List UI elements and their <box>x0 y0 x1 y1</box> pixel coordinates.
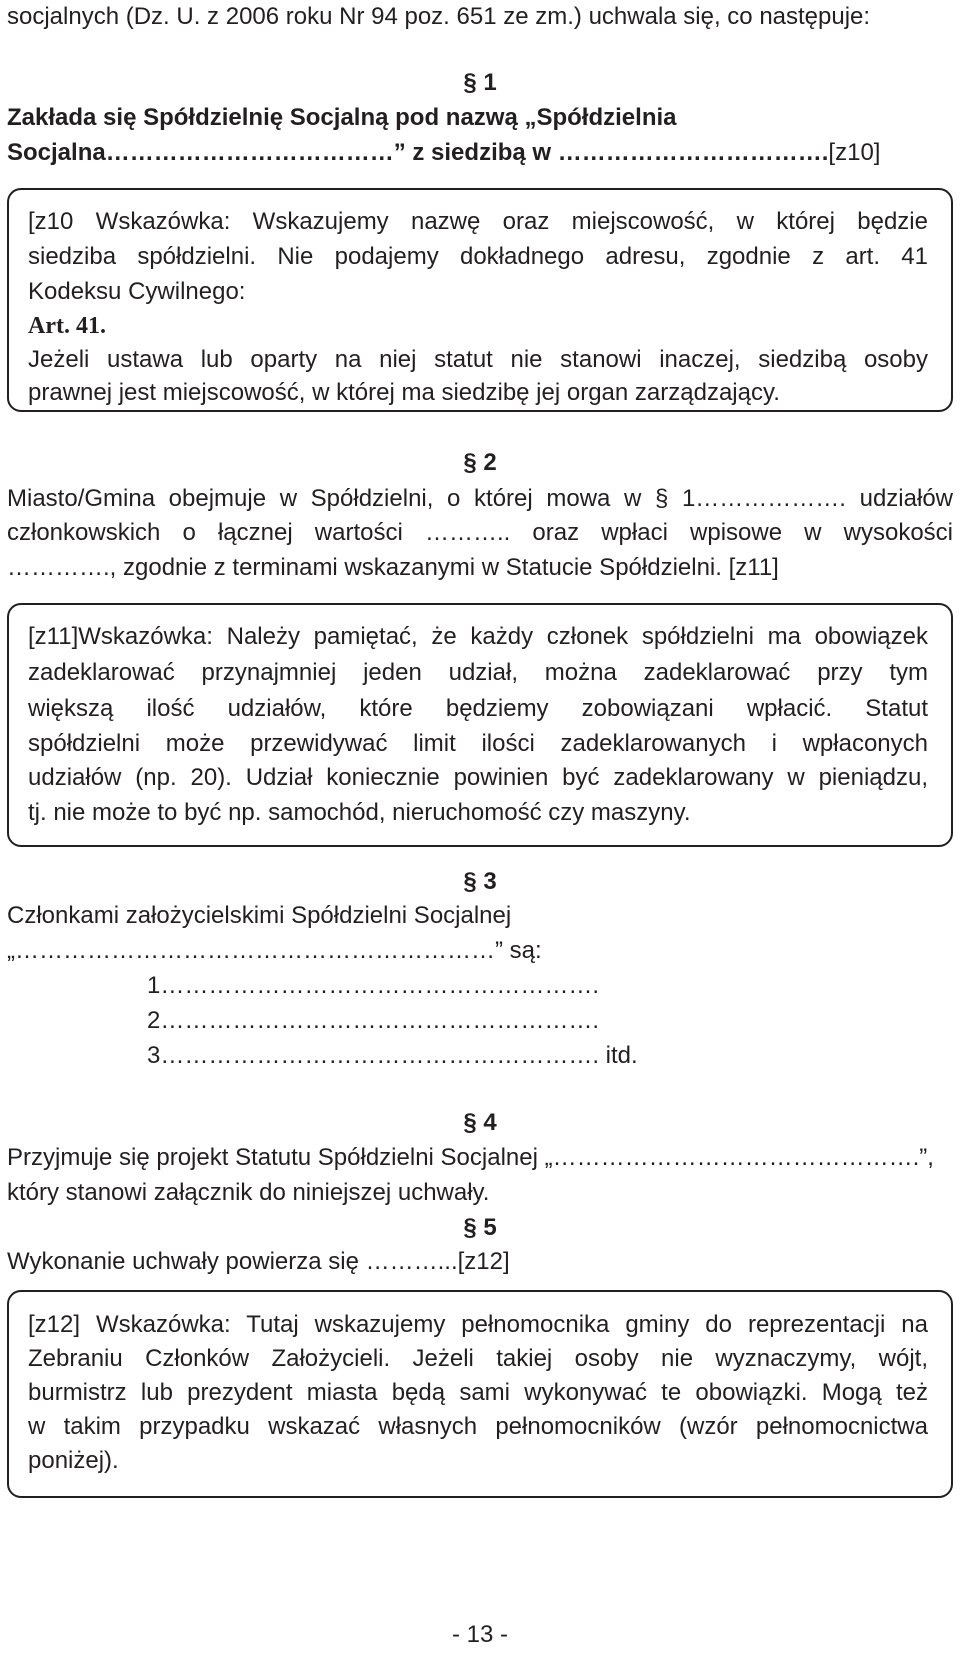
founder-list-item: 3………………………………………………. itd. <box>147 1042 638 1069</box>
hint-line: siedziba spółdzielni. Nie podajemy dokładnego adresu, zgodnie z art. 41 <box>28 243 928 270</box>
founder-list-item: 1………………………………………………. <box>147 972 600 999</box>
intro-text: socjalnych (Dz. U. z 2006 roku Nr 94 poz. 651 ze zm.) uchwala się, co następuje: <box>7 3 871 30</box>
section-1-line <box>7 138 880 168</box>
hint-line: zadeklarować przynajmniej jeden udział, można zadeklarować przy tym <box>28 659 928 686</box>
hint-box-z10 <box>7 188 953 412</box>
hint-line: spółdzielni może przewidywać limit ilości zadeklarowanych i wpłaconych <box>28 730 928 757</box>
hint-line: [z11]Wskazówka: Należy pamiętać, że każdy członek spółdzielni ma obowiązek <box>28 623 928 650</box>
founder-list-item: 2………………………………………………. <box>147 1007 600 1034</box>
section-1-line: Zakłada się Spółdzielnię Socjalną pod nazwą „Spółdzielnia <box>7 104 677 131</box>
hint-line: burmistrz lub prezydent miasta będą sami wykonywać te obowiązki. Mogą też <box>28 1379 928 1406</box>
hint-line: udziałów (np. 20). Udział koniecznie powinien być zadeklarowany w pieniądzu, <box>28 764 928 791</box>
section-1-text: Socjalna………………………………” z siedzibą w ……………………………. <box>7 139 829 166</box>
section-5-heading: § 5 <box>463 1214 497 1241</box>
hint-line: w takim przypadku wskazać własnych pełnomocników (wzór pełnomocnictwa <box>28 1413 928 1440</box>
hint-box-z11 <box>7 603 953 847</box>
hint-box-z12 <box>7 1290 953 1498</box>
section-2-line: …………., zgodnie z terminami wskazanymi w Statucie Spółdzielni. [z11] <box>7 554 779 581</box>
hint-line: Zebraniu Członków Założycieli. Jeżeli takiej osoby nie wyznaczymy, wójt, <box>28 1345 928 1372</box>
hint-line: Kodeksu Cywilnego: <box>28 278 246 305</box>
hint-line: [z12] Wskazówka: Tutaj wskazujemy pełnomocnika gminy do reprezentacji na <box>28 1311 928 1338</box>
section-1-heading: § 1 <box>463 69 497 96</box>
section-4-heading: § 4 <box>463 1109 497 1136</box>
hint-line: większą ilość udziałów, które będziemy zobowiązani wpłacić. Statut <box>28 695 928 722</box>
section-2-heading: § 2 <box>463 449 497 476</box>
section-4-line: który stanowi załącznik do niniejszej uchwały. <box>7 1179 490 1206</box>
section-3-line: Członkami założycielskimi Spółdzielni Socjalnej <box>7 902 512 929</box>
section-3-line: „……………………………………………………” są: <box>7 937 542 964</box>
page-number: - 13 - <box>451 1621 508 1648</box>
section-3-heading: § 3 <box>463 868 497 895</box>
hint-line: poniżej). <box>28 1447 119 1474</box>
hint-line: Jeżeli ustawa lub oparty na niej statut nie stanowi inaczej, siedzibą osoby <box>28 346 928 373</box>
hint-line: [z10 Wskazówka: Wskazujemy nazwę oraz miejscowość, w której będzie <box>28 208 928 235</box>
section-2-line: członkowskich o łącznej wartości ……….. oraz wpłaci wpisowe w wysokości <box>7 519 953 546</box>
section-4-line: Przyjmuje się projekt Statutu Spółdzielni Socjalnej „……………………………………….”, <box>7 1144 934 1171</box>
hint-line: prawnej jest miejscowość, w której ma siedzibę jej organ zarządzający. <box>28 379 780 406</box>
section-5-line: Wykonanie uchwały powierza się ………...[z12] <box>7 1248 510 1275</box>
footnote-ref-z10[interactable]: [z10] <box>828 139 881 166</box>
article-title: Art. 41. <box>28 313 106 339</box>
section-2-line: Miasto/Gmina obejmuje w Spółdzielni, o której mowa w § 1………………. udziałów <box>7 485 953 512</box>
hint-line: tj. nie może to być np. samochód, nieruchomość czy maszyny. <box>28 799 691 826</box>
